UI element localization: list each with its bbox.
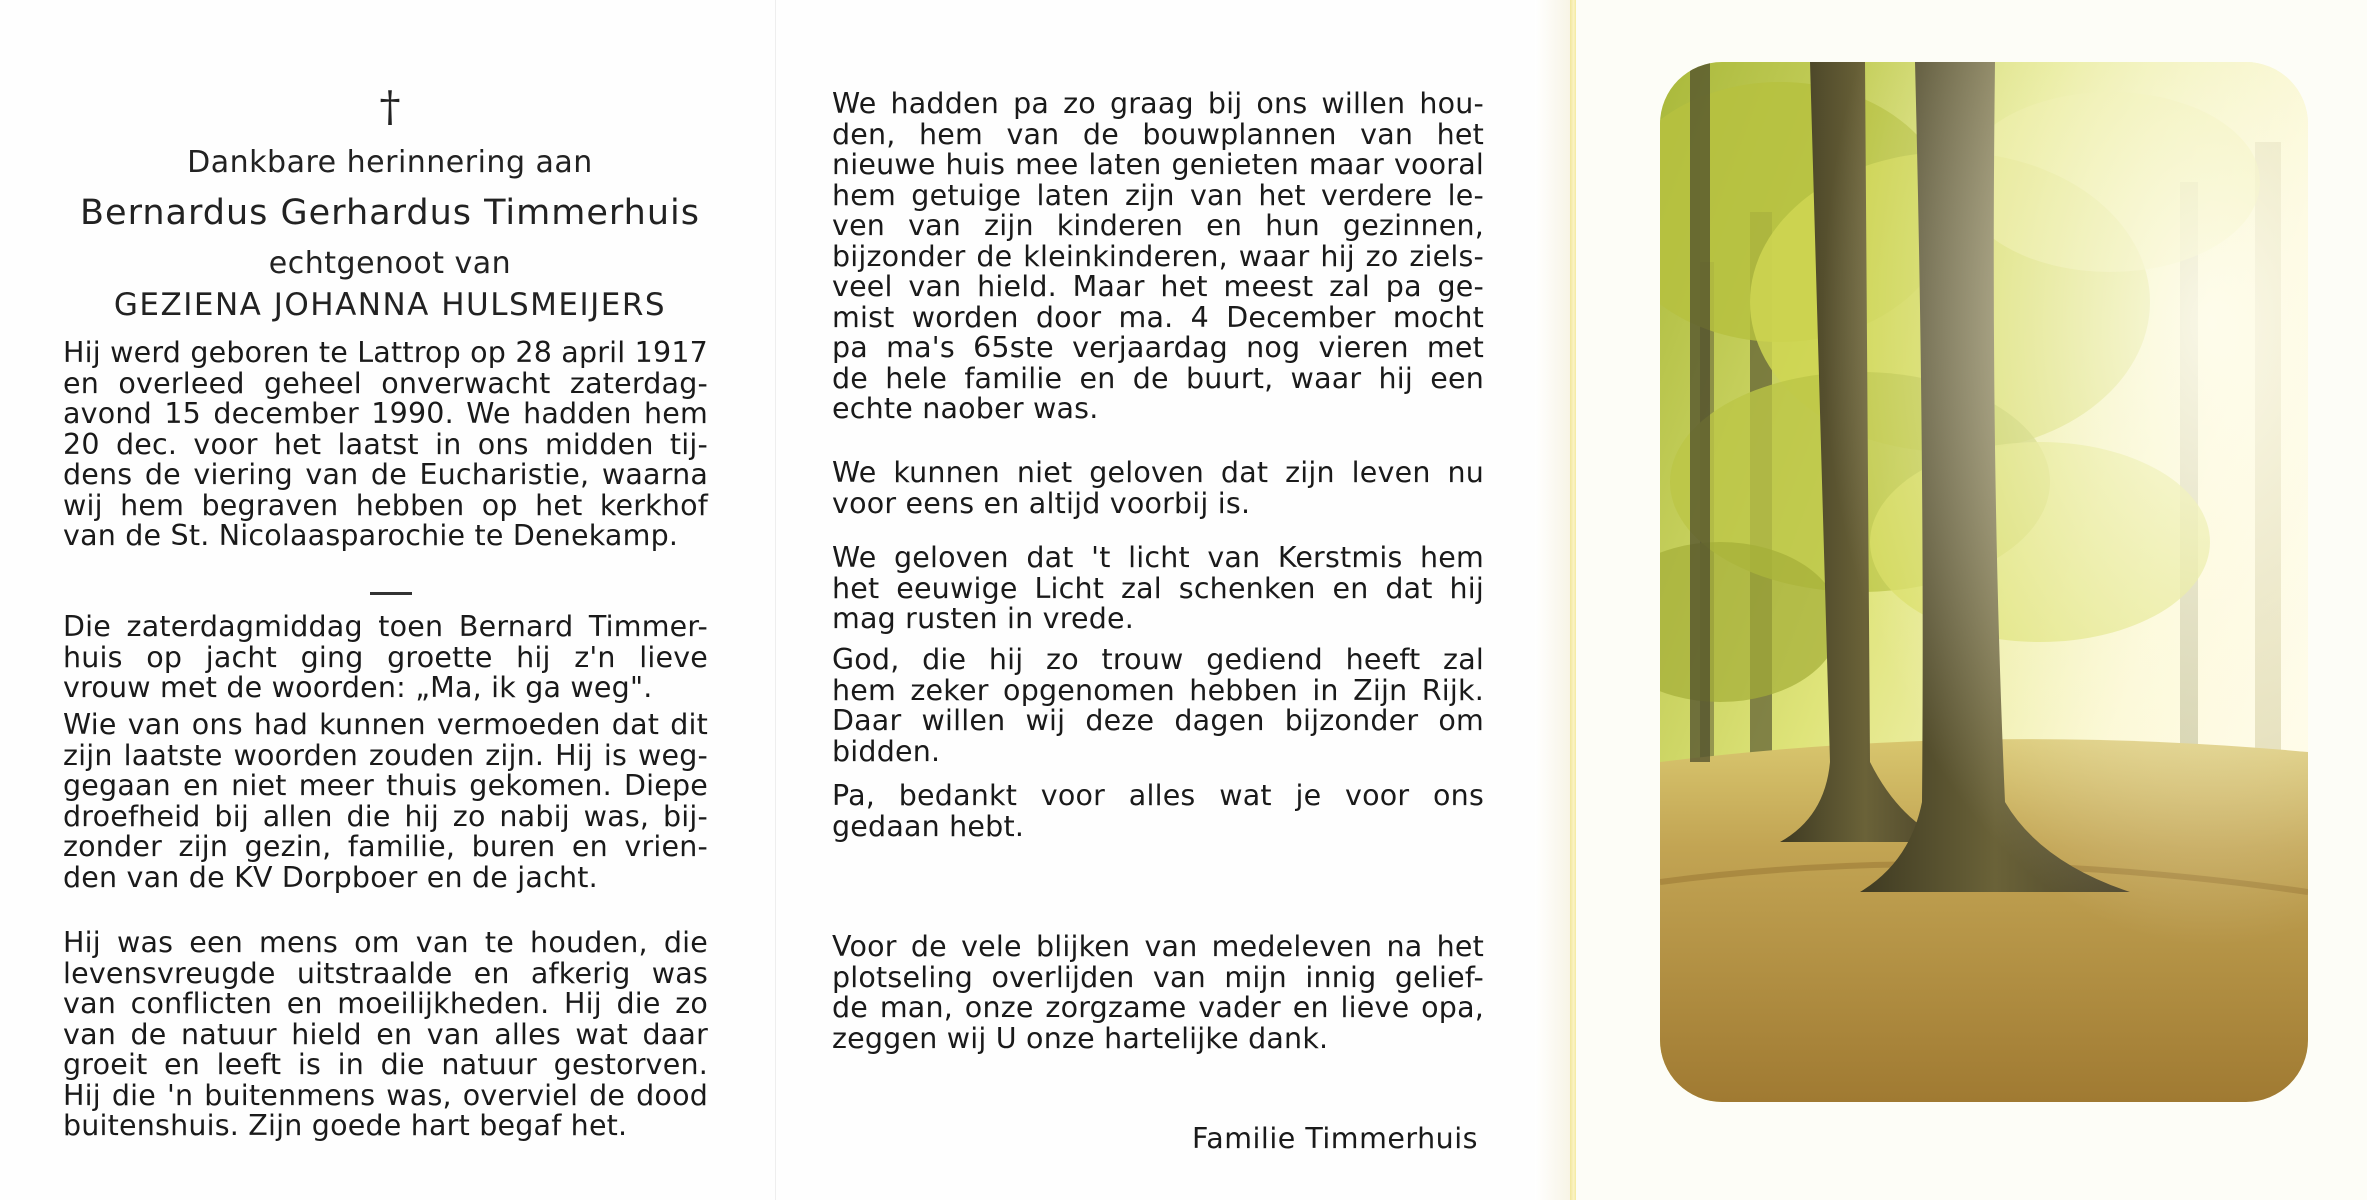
text-line: We hadden pa zo graag bij ons willen hou- xyxy=(832,87,1484,120)
text-line: de man, onze zorgzame vader en lieve opa, xyxy=(832,991,1484,1024)
left-panel xyxy=(0,0,775,1200)
text-line: wij hem begraven hebben op het kerkhof xyxy=(63,488,708,522)
text-line: van de St. Nicolaasparochie te Denekamp. xyxy=(63,519,679,552)
text-line: en overleed geheel onverwacht zaterdag- xyxy=(63,366,708,400)
text-line: den, hem van de bouwplannen van het xyxy=(832,117,1484,151)
text-line: bijzonder de kleinkinderen, waar hij zo ziels- xyxy=(832,239,1484,273)
text-line: 20 dec. voor het laatst in ons midden tij- xyxy=(63,427,708,461)
family-paragraph xyxy=(832,89,1484,425)
thanks-pa-paragraph xyxy=(832,781,1484,842)
text-line: Die zaterdagmiddag toen Bernard Timmer- xyxy=(63,610,708,643)
text-line: zijn laatste woorden zouden zijn. Hij is weg- xyxy=(63,738,708,772)
text-line: Hij werd geboren te Lattrop op 28 april 1917 xyxy=(63,336,708,369)
dedication-line: Dankbare herinnering aan xyxy=(187,145,593,180)
divider xyxy=(370,592,412,595)
text-line: veel van hield. Maar het meest zal pa ge- xyxy=(832,270,1484,303)
text-line: hem zeker opgenomen hebben in Zijn Rijk. xyxy=(832,673,1484,707)
grief-paragraph xyxy=(63,710,708,893)
text-line: God, die hij zo trouw gediend heeft zal xyxy=(832,643,1484,676)
text-line: levensvreugde uitstraalde en afkerig was xyxy=(63,956,708,990)
text-line: Voor de vele blijken van medeleven na het xyxy=(832,930,1484,963)
text-line: voor eens en altijd voorbij is. xyxy=(832,486,1251,520)
deceased-name: Bernardus Gerhardus Timmerhuis xyxy=(80,193,700,233)
text-line: groeit en leeft is in die natuur gestorven. xyxy=(63,1048,708,1081)
text-line: We geloven dat 't licht van Kerstmis hem xyxy=(832,541,1484,574)
text-line: huis op jacht ging groette hij z'n lieve xyxy=(63,640,708,674)
cross-icon: † xyxy=(379,82,401,131)
text-line: echte naober was. xyxy=(832,392,1099,425)
text-line: gedaan hebt. xyxy=(832,809,1025,843)
text-line: hem getuige laten zijn van het verdere le- xyxy=(832,178,1484,212)
text-line: bidden. xyxy=(832,734,941,768)
text-line: droefheid bij allen die hij zo nabij was, bij- xyxy=(63,799,708,833)
text-line: We kunnen niet geloven dat zijn leven nu xyxy=(832,456,1484,489)
forest-photo xyxy=(1660,62,2308,1102)
prayer-paragraph xyxy=(832,645,1484,767)
text-line: mag rusten in vrede. xyxy=(832,602,1135,635)
christmas-paragraph xyxy=(832,543,1484,635)
text-line: van de natuur hield en van alles wat daar xyxy=(63,1017,708,1051)
text-line: vrouw met de woorden: „Ma, ik ga weg". xyxy=(63,671,653,704)
text-line: zeggen wij U onze hartelijke dank. xyxy=(832,1021,1329,1055)
text-line: gegaan en niet meer thuis gekomen. Diepe xyxy=(63,769,708,802)
biography-paragraph xyxy=(63,338,708,552)
text-line: plotseling overlijden van mijn innig gelief- xyxy=(832,960,1484,994)
card-fold xyxy=(1570,0,1576,1200)
text-line: buitenshuis. Zijn goede hart begaf het. xyxy=(63,1109,628,1142)
text-line: de hele familie en de buurt, waar hij een xyxy=(832,361,1484,395)
character-paragraph xyxy=(63,928,708,1142)
text-line: Hij was een mens om van te houden, die xyxy=(63,926,708,959)
text-line: dens de viering van de Eucharistie, waarna xyxy=(63,458,708,491)
text-line: Daar willen wij deze dagen bijzonder om xyxy=(832,704,1484,737)
spouse-name: GEZIENA JOHANNA HULSMEIJERS xyxy=(113,287,667,323)
text-line: ven van zijn kinderen en hun gezinnen, xyxy=(832,209,1484,242)
text-line: Wie van ons had kunnen vermoeden dat dit xyxy=(63,708,708,741)
text-line: Pa, bedankt voor alles wat je voor ons xyxy=(832,779,1484,812)
text-line: mist worden door ma. 4 December mocht xyxy=(832,300,1484,334)
text-line: den van de KV Dorpboer en de jacht. xyxy=(63,860,598,894)
last-words-paragraph xyxy=(63,612,708,704)
text-line: nieuwe huis mee laten genieten maar vooral xyxy=(832,148,1484,181)
disbelief-paragraph xyxy=(832,458,1484,519)
family-signature: Familie Timmerhuis xyxy=(1192,1122,1478,1155)
relation-line: echtgenoot van xyxy=(268,246,512,281)
text-line: Hij die 'n buitenmens was, overviel de dood xyxy=(63,1078,708,1112)
text-line: van conflicten en moeilijkheden. Hij die zo xyxy=(63,987,708,1020)
gratitude-paragraph xyxy=(832,932,1484,1054)
card-fold-shadow xyxy=(1535,0,1570,1200)
text-line: pa ma's 65ste verjaardag nog vieren met xyxy=(832,331,1484,364)
text-line: het eeuwige Licht zal schenken en dat hij xyxy=(832,571,1484,605)
text-line: avond 15 december 1990. We hadden hem xyxy=(63,397,708,430)
text-line: zonder zijn gezin, familie, buren en vrien- xyxy=(63,830,708,863)
